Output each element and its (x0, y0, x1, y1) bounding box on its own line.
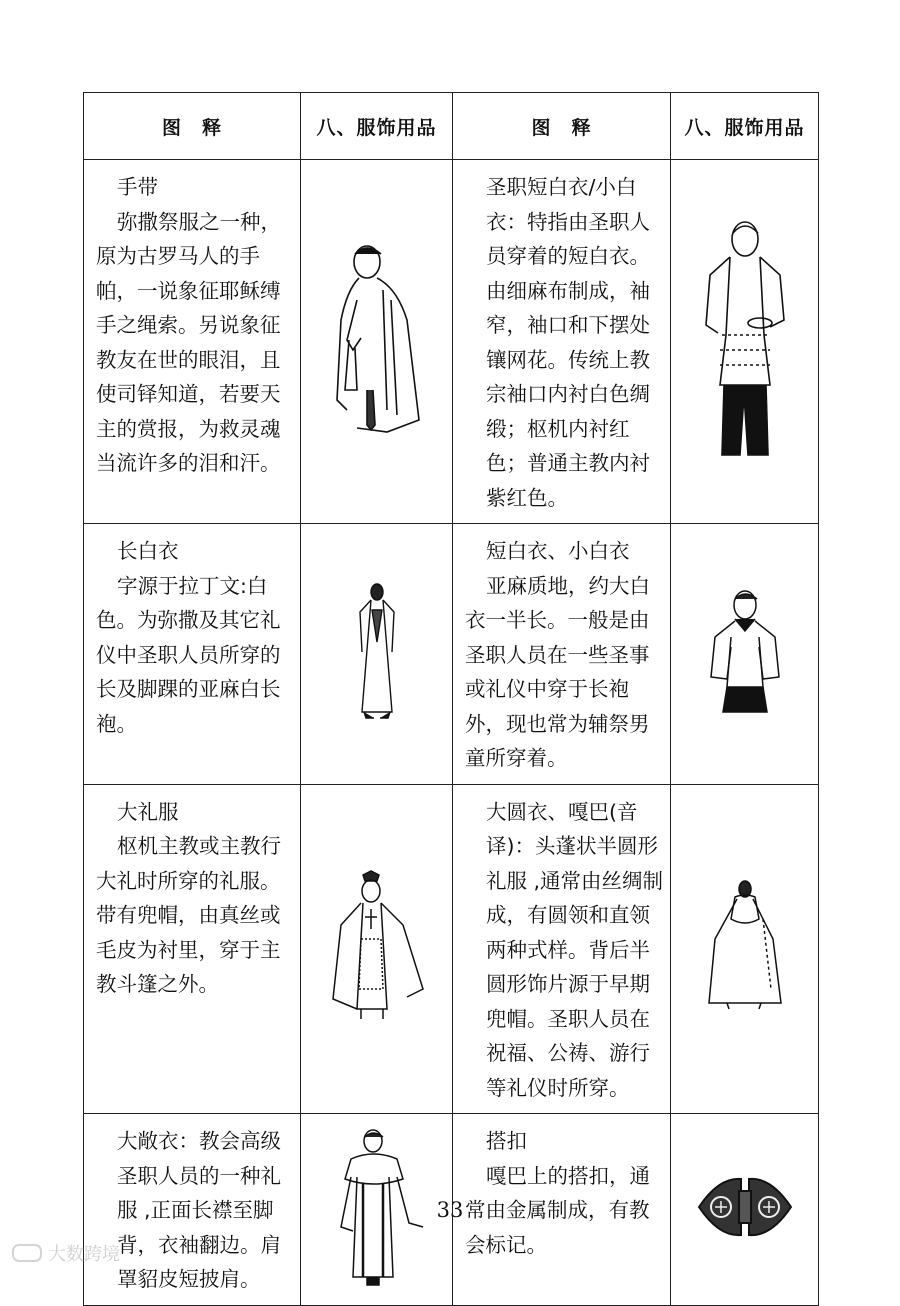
watermark (12, 1240, 120, 1266)
entry-title: 大圆衣、嘎巴(音译)：头蓬状半圆形礼服 ,通常由丝绸制成，有圆领和直领两种式样。背后半圆形饰片源于早期兜帽。圣职人员在祝福、公祷、游行等礼仪时所穿。 (486, 799, 664, 1100)
entry-body: 字源于拉丁文:白色。为弥撒及其它礼仪中圣职人员所穿的长及脚踝的亚麻白长袍。 (96, 573, 281, 736)
watermark-logo-icon (12, 1244, 42, 1262)
priest-rochet-illustration (700, 215, 790, 465)
header-caption-right: 图 释 (453, 93, 671, 160)
priest-maniple-illustration (327, 240, 427, 440)
entry-title: 大礼服 (117, 799, 179, 824)
illustration-cell (301, 784, 453, 1114)
table-row (84, 784, 819, 1114)
table-row (84, 160, 819, 524)
bishop-cappa-illustration (327, 869, 427, 1024)
cope-back-illustration (707, 879, 783, 1014)
entry-body: 嘎巴上的搭扣，通常由金属制成，有教会标记。 (465, 1163, 650, 1257)
illustration-cell (671, 160, 819, 524)
altar-boy-surplice-illustration (705, 587, 785, 717)
entry-title: 大敞衣：教会高级圣职人员的一种礼服 ,正面长襟至脚背，衣袖翻边。肩罩貂皮短披肩。 (117, 1129, 281, 1291)
entry-body: 亚麻质地，约大白衣一半长。一般是由圣职人员在一些圣事或礼仪中穿于长袍外，现也常为辅祭男童所穿着。 (465, 573, 650, 770)
watermark-text: 大数跨境 (48, 1244, 120, 1265)
entry-body: 弥撒祭服之一种，原为古罗马人的手帕，一说象征耶稣缚手之绳索。另说象征教友在世的眼泪，且使司铎知道，若要天主的赏报，为救灵魂当流许多的泪和汗。 (96, 209, 281, 475)
entry-cope (453, 784, 671, 1114)
header-category-left: 八、服饰用品 (301, 93, 453, 160)
vestments-table (83, 92, 819, 1306)
entry-surplice (453, 524, 671, 785)
entry-title: 搭扣 (486, 1129, 527, 1153)
illustration-cell (301, 160, 453, 524)
header-category-right: 八、服饰用品 (671, 93, 819, 160)
entry-title: 圣职短白衣/小白衣：特指由圣职人员穿着的短白衣。由细麻布制成，袖窄，袖口和下摆处镶网花。传统上教宗袖口内衬白色绸缎；枢机内衬红色；普通主教内衬紫红色。 (486, 175, 650, 510)
illustration-cell (671, 524, 819, 785)
illustration-cell (301, 524, 453, 785)
table-row (84, 524, 819, 785)
entry-maniple (84, 160, 301, 524)
entry-body: 枢机主教或主教行大礼时所穿的礼服。带有兜帽，由真丝或毛皮为衬里，穿于主教斗篷之外。 (96, 834, 281, 996)
entry-cappa-magna (84, 784, 301, 1114)
entry-clerical-surplice (453, 160, 671, 524)
header-caption-left: 图 释 (84, 93, 301, 160)
entry-title: 手带 (117, 175, 158, 199)
entry-title: 长白衣 (117, 539, 179, 563)
header-row (84, 93, 819, 160)
priest-alb-illustration (352, 582, 402, 722)
entry-title: 短白衣、小白衣 (486, 539, 630, 563)
page-number: 33 (436, 1198, 464, 1222)
illustration-cell (671, 784, 819, 1114)
entry-alb (84, 524, 301, 785)
